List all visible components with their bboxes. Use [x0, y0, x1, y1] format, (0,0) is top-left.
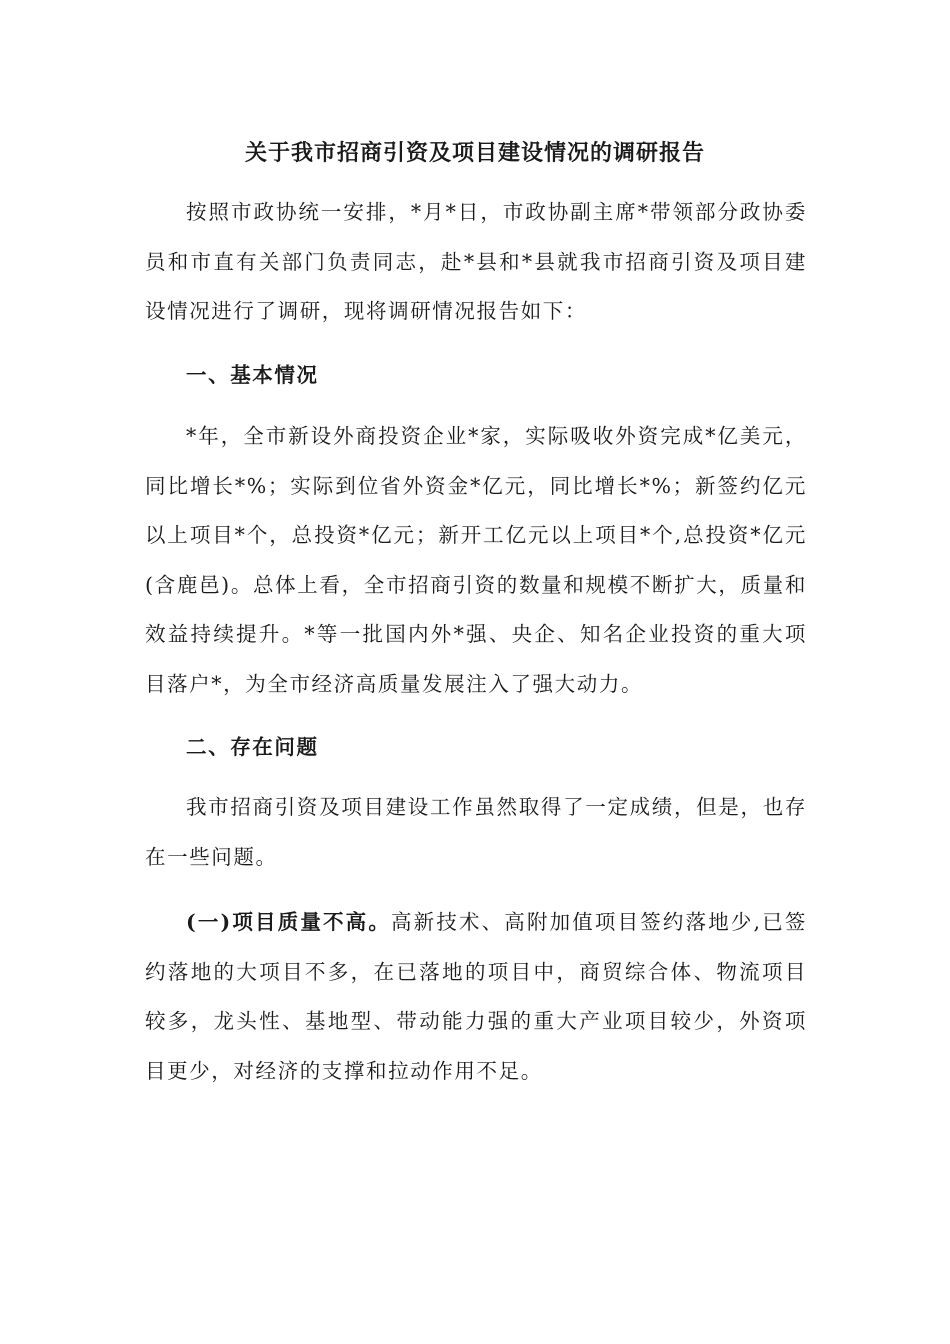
document-title: 关于我市招商引资及项目建设情况的调研报告 — [244, 140, 705, 166]
section-heading-problems: 二、存在问题 — [186, 735, 319, 759]
problems-intro-paragraph: 我市招商引资及项目建设工作虽然取得了一定成绩，但是，也存在一些问题。 — [145, 795, 807, 869]
intro-paragraph: 按照市政协统一安排，*月*日，市政协副主席*带领部分政协委员和市直有关部门负责同志，赴*县和*县就我市招商引资及项目建设情况进行了调研，现将调研情况报告如下： — [145, 200, 807, 323]
problem-item-1-lead: (一)项目质量不高。 — [186, 910, 391, 934]
section-heading-basic-situation: 一、基本情况 — [186, 363, 319, 387]
basic-situation-paragraph: *年，全市新设外商投资企业*家，实际吸收外资完成*亿美元，同比增长*%；实际到位省外资金*亿元，同比增长*%；新签约亿元以上项目*个，总投资*亿元；新开工亿元以上项目*个,总投资*亿元(含鹿邑)。总体上看，全市招商引资的数量和规模不断扩大，质量和效益持续提升。*等一批国内外*强、央企、知名企业投资的重大项目落户*，为全市经济高质量发展注入了强大动力。 — [145, 424, 807, 696]
problem-item-1-paragraph — [145, 898, 807, 1096]
problem-item-1-text: 高新技术、高附加值项目签约落地少,已签约落地的大项目不多，在已落地的项目中，商贸综合体、物流项目较多，龙头性、基地型、带动能力强的重大产业项目较少，外资项目更少，对经济的支撑和拉动作用不足。 — [145, 910, 807, 1083]
